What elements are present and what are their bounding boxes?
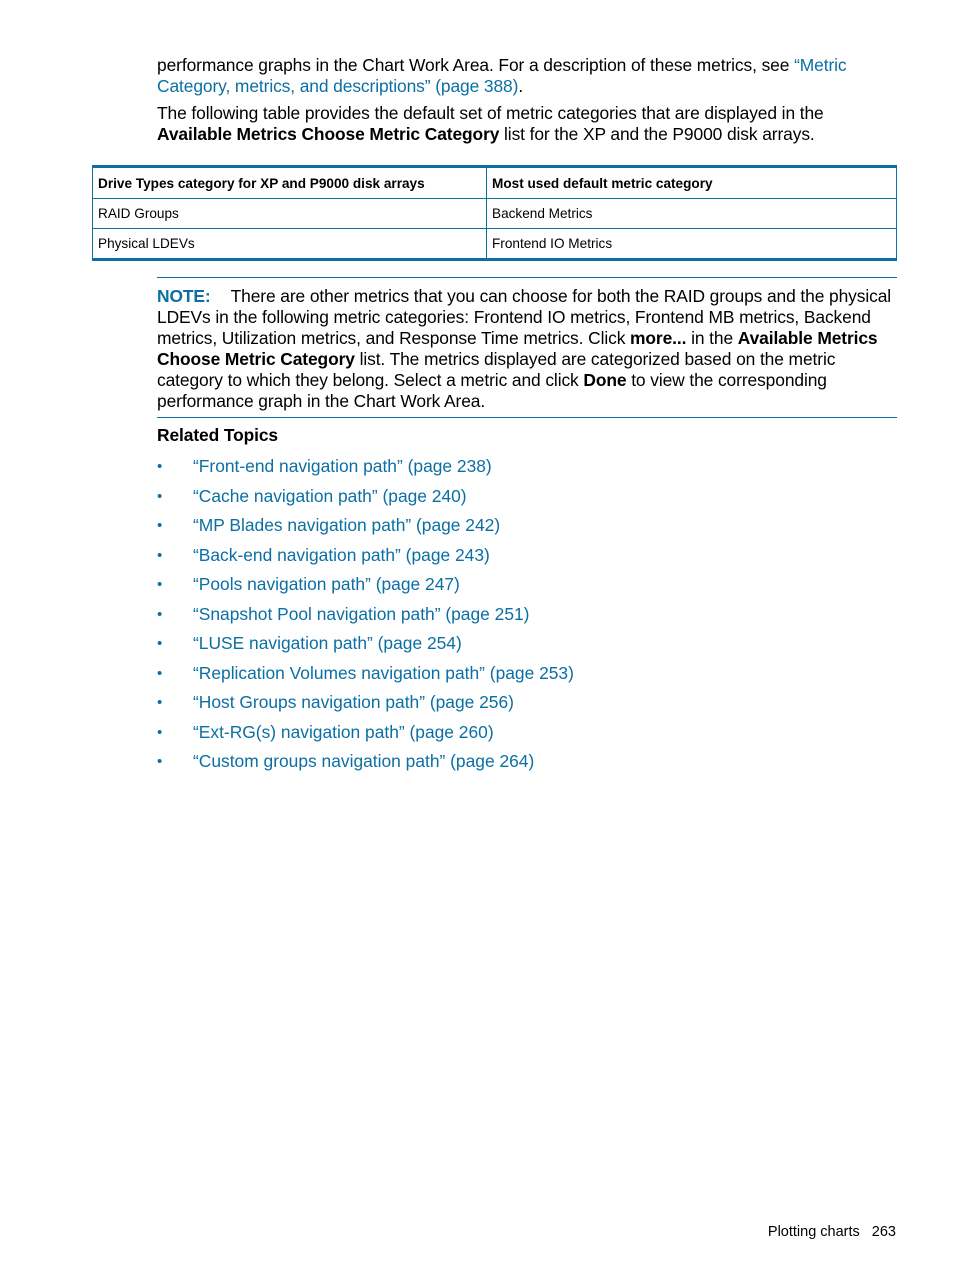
metric-category-link[interactable]: “Metric Category, metrics, and descriptions” (page 388) bbox=[157, 55, 847, 96]
bullet-icon: • bbox=[157, 605, 163, 623]
note-block bbox=[157, 286, 899, 412]
bullet-icon: • bbox=[157, 694, 163, 711]
intro-text: performance graphs in the Chart Work Area. For a description of these metrics, see bbox=[157, 55, 795, 75]
list-item bbox=[157, 747, 574, 777]
table-header-row bbox=[93, 167, 897, 199]
page-footer bbox=[768, 1222, 896, 1242]
related-topic-link[interactable]: “Host Groups navigation path” (page 256) bbox=[193, 692, 514, 712]
related-topic-link[interactable]: “Custom groups navigation path” (page 264) bbox=[193, 751, 535, 771]
related-topics-heading: Related Topics bbox=[157, 425, 279, 445]
list-item bbox=[157, 718, 574, 748]
note-divider-top bbox=[157, 277, 897, 278]
related-topic-link[interactable]: “Replication Volumes navigation path” (page 253) bbox=[193, 662, 574, 683]
related-topic-link[interactable]: “Ext-RG(s) navigation path” (page 260) bbox=[193, 721, 494, 742]
intro2-bold: Available Metrics Choose Metric Category bbox=[157, 124, 500, 144]
table-cell: Backend Metrics bbox=[487, 199, 897, 229]
list-item bbox=[157, 482, 574, 512]
list-item bbox=[157, 452, 574, 482]
list-item bbox=[157, 511, 574, 541]
note-divider-bottom bbox=[157, 417, 897, 418]
bullet-icon: • bbox=[157, 576, 163, 593]
footer-section-title: Plotting charts bbox=[767, 1224, 860, 1240]
table-cell: Physical LDEVs bbox=[93, 229, 487, 260]
note-text-1: There are other metrics that you can choose for both the RAID groups and the physical LDEVs in the following metric categories: Frontend IO metrics, Frontend MB metrics, Backend metrics, Utilization metrics, and Response Time metrics. Click bbox=[157, 286, 892, 348]
related-topic-link[interactable]: “Pools navigation path” (page 247) bbox=[193, 574, 460, 594]
list-item bbox=[157, 629, 574, 659]
note-text-3: list. The metrics displayed are categorized based on the metric category to which they belong. Select a metric and click bbox=[157, 349, 836, 390]
bullet-icon: • bbox=[157, 664, 163, 682]
note-bold-done: Done bbox=[583, 370, 627, 390]
list-item bbox=[157, 600, 574, 630]
bullet-icon: • bbox=[157, 487, 163, 505]
note-text-2: in the bbox=[686, 328, 738, 348]
metric-category-table bbox=[92, 165, 897, 261]
table-row bbox=[93, 229, 897, 260]
related-topic-link[interactable]: “Front-end navigation path” (page 238) bbox=[193, 456, 492, 476]
table-row bbox=[93, 199, 897, 229]
related-topic-link[interactable]: “Cache navigation path” (page 240) bbox=[193, 485, 467, 506]
related-topics-list bbox=[157, 452, 574, 777]
note-text-4: to view the corresponding performance graph in the Chart Work Area. bbox=[157, 370, 827, 411]
intro2-post: list for the XP and the P9000 disk arrays. bbox=[499, 124, 815, 144]
bullet-icon: • bbox=[157, 517, 163, 534]
table-cell: Frontend IO Metrics bbox=[487, 229, 897, 260]
bullet-icon: • bbox=[157, 723, 163, 741]
table-header-drive-types: Drive Types category for XP and P9000 disk arrays bbox=[93, 167, 487, 199]
table-cell: RAID Groups bbox=[93, 199, 487, 229]
note-bold-available-metrics: Available Metrics Choose Metric Category bbox=[157, 328, 878, 369]
bullet-icon: • bbox=[157, 635, 163, 652]
list-item bbox=[157, 688, 574, 718]
intro2-pre: The following table provides the default set of metric categories that are displayed in the bbox=[157, 103, 824, 123]
list-item bbox=[157, 659, 574, 689]
list-item bbox=[157, 570, 574, 600]
page-number: 263 bbox=[871, 1224, 896, 1240]
bullet-icon: • bbox=[157, 753, 163, 770]
bullet-icon: • bbox=[157, 546, 163, 564]
note-bold-more: more... bbox=[630, 328, 687, 348]
list-item bbox=[157, 541, 574, 571]
note-label: NOTE: bbox=[157, 286, 211, 306]
related-topic-link[interactable]: “Back-end navigation path” (page 243) bbox=[193, 544, 490, 565]
table-header-metric-category: Most used default metric category bbox=[487, 167, 897, 199]
bullet-icon: • bbox=[157, 458, 163, 475]
related-topic-link[interactable]: “MP Blades navigation path” (page 242) bbox=[193, 515, 501, 535]
related-topic-link[interactable]: “LUSE navigation path” (page 254) bbox=[193, 633, 462, 653]
intro-end: . bbox=[518, 76, 524, 96]
intro-paragraph-1 bbox=[157, 55, 899, 97]
related-topic-link[interactable]: “Snapshot Pool navigation path” (page 251) bbox=[193, 603, 530, 624]
intro-paragraph-2 bbox=[157, 103, 899, 145]
